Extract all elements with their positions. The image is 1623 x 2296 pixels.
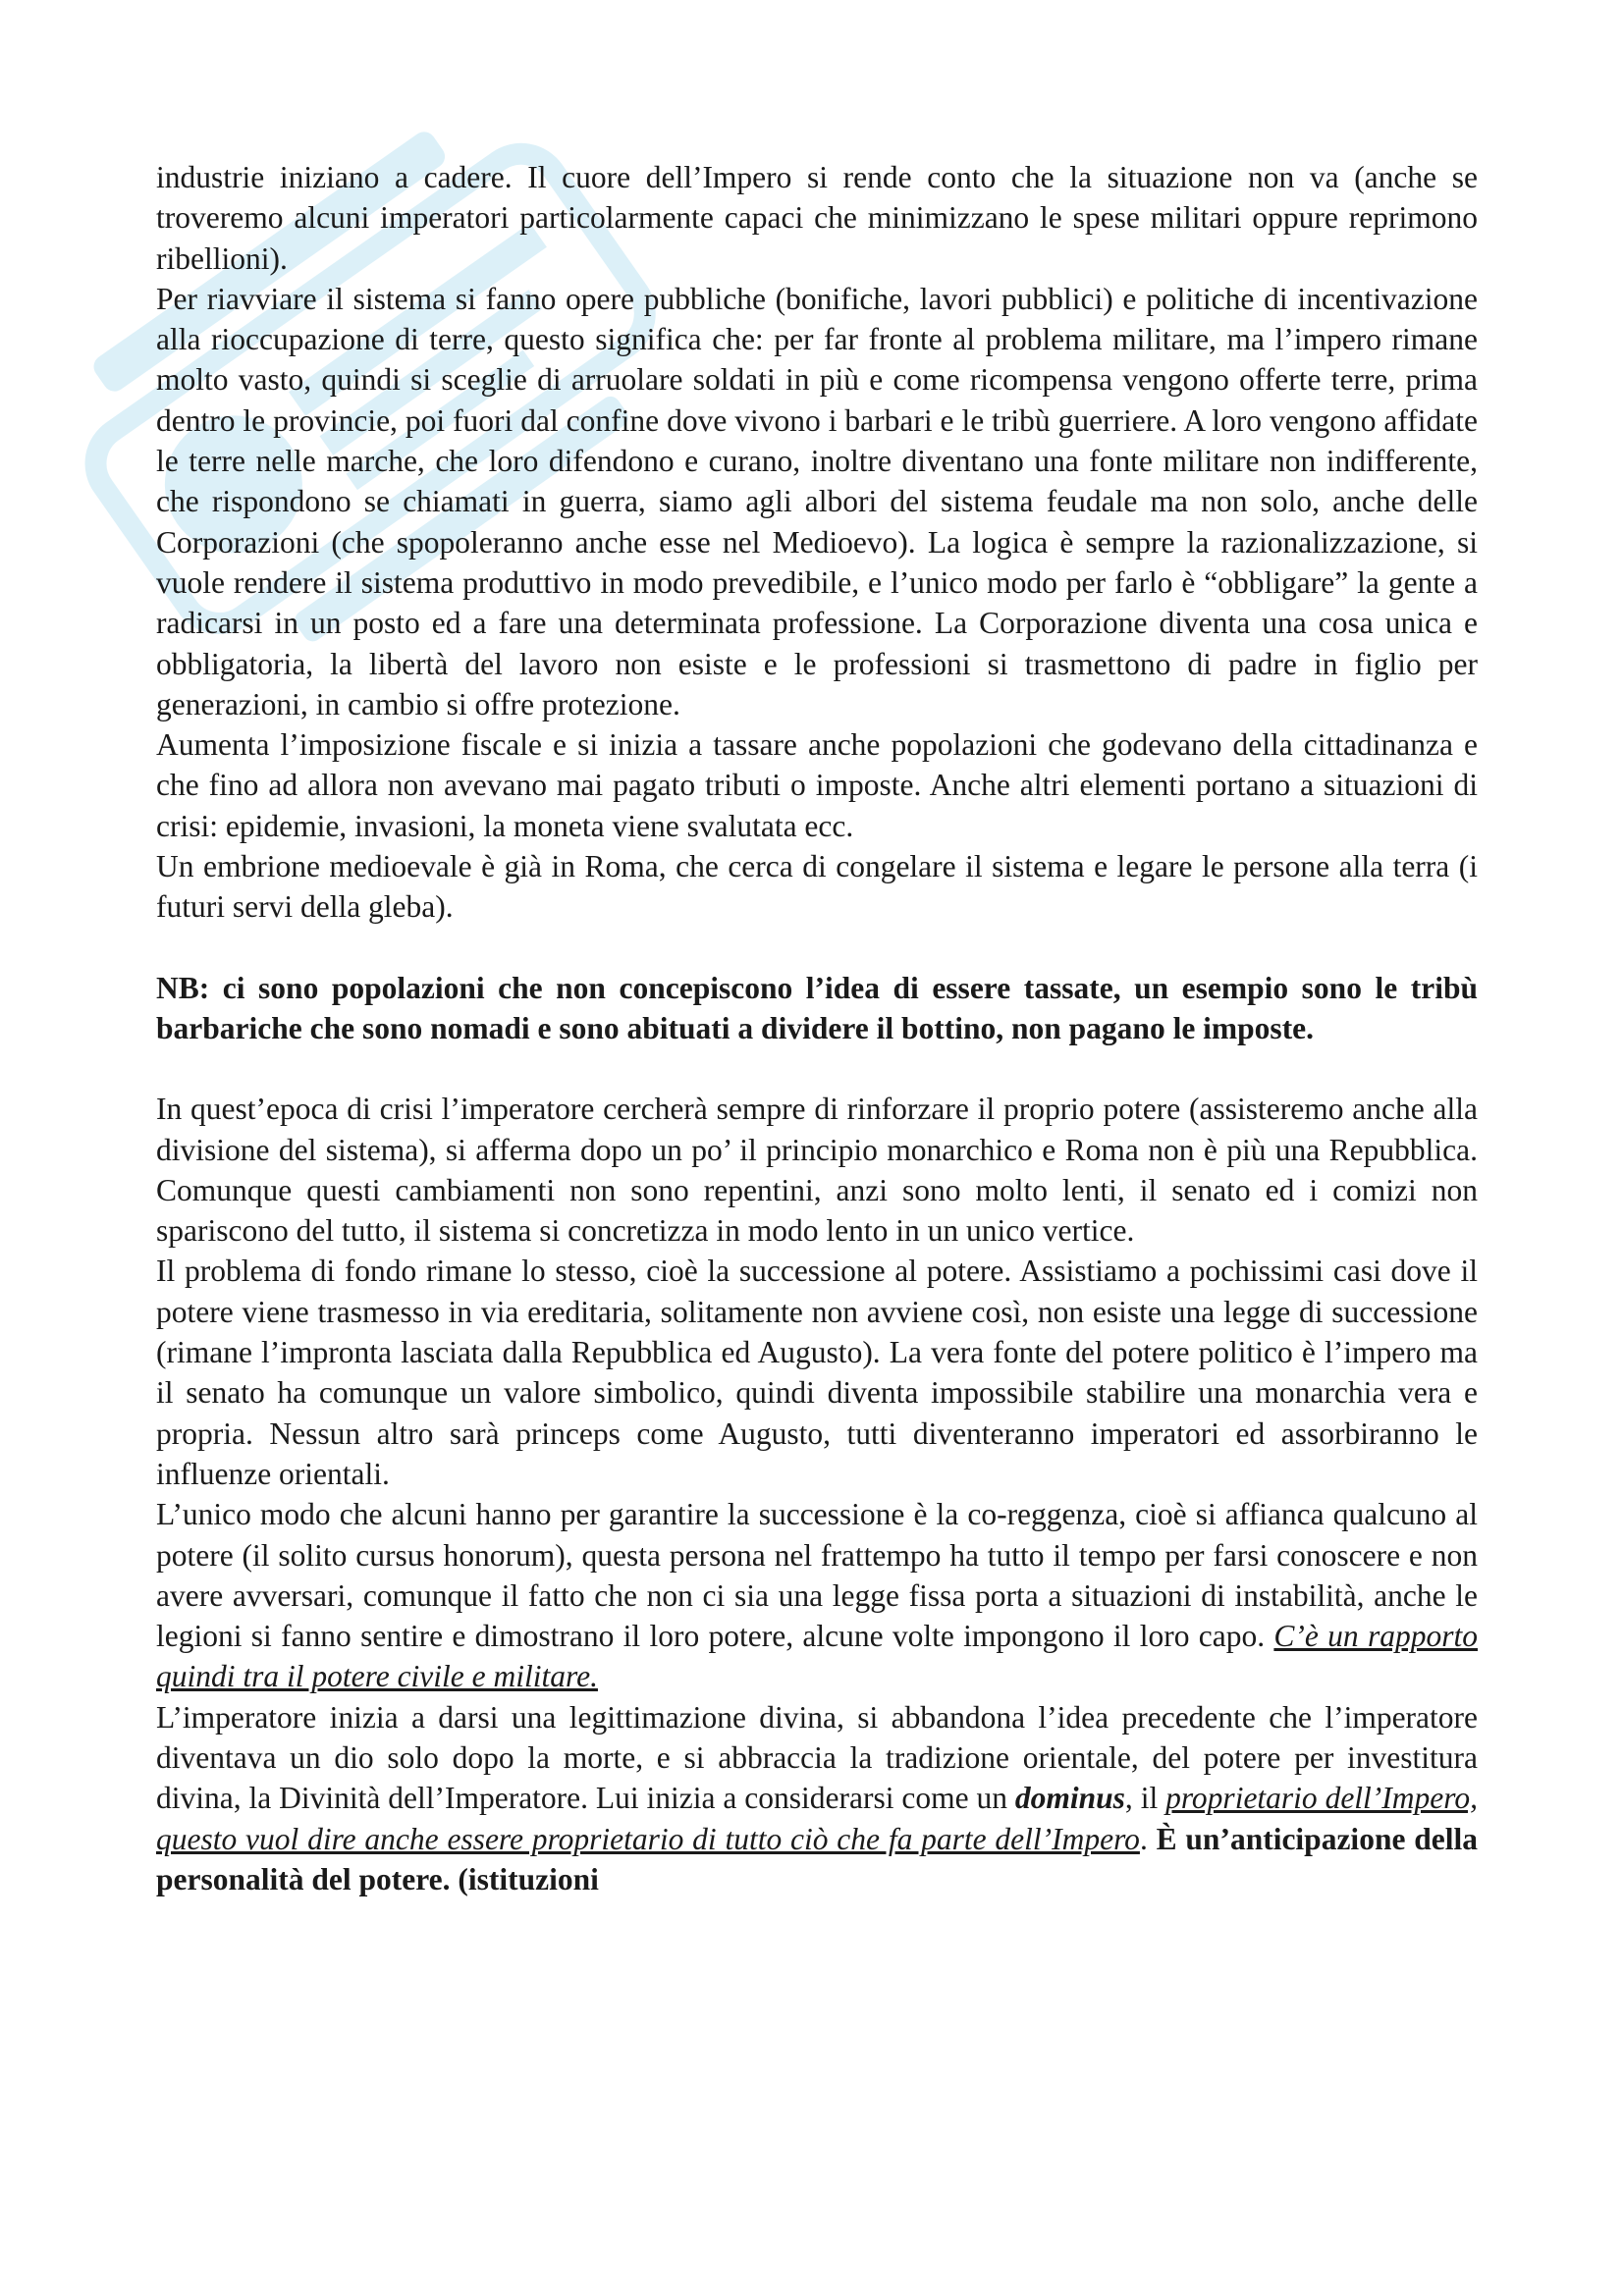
paragraph-1: industrie iniziano a cadere. Il cuore dell’Impero si rende conto che la situazione non va (anche se troveremo alcuni imperatori particolarmente capaci che minimizzano le spese militari oppure reprimono ribellioni). xyxy=(156,160,1478,276)
document-body xyxy=(156,157,1478,1899)
dominus-term: dominus xyxy=(1014,1781,1125,1816)
paragraph-2: Per riavviare il sistema si fanno opere pubbliche (bonifiche, lavori pubblici) e politiche di incentivazione alla rioccupazione di terre, questo significa che: per far fronte al problema militare, ma l’impero rimane molto vasto, quindi si sceglie di arruolare soldati in più e come ricompensa vengono offerte terre, prima dentro le provincie, poi fuori dal confine dove vivono i barbari e le tribù guerriere. A loro vengono affidate le terre nelle marche, che loro difendono e curano, inoltre diventano una fonte militare non indifferente, che rispondono se chiamati in guerra, siamo agli albori del sistema feudale ma non solo, anche delle Corporazioni (che spopoleranno anche esse nel Medioevo). La logica è sempre la razionalizzazione, si vuole rendere il sistema produttivo in modo prevedibile, e l’unico modo per farlo è “obbligare” la gente a radicarsi in un posto ed a fare una determinata professione. La Corporazione diventa una cosa unica e obbligatoria, la libertà del lavoro non esiste e le professioni si trasmettono di padre in figlio per generazioni, in cambio si offre protezione. xyxy=(156,281,1478,721)
paragraph-7-text: L’unico modo che alcuni hanno per garantire la successione è la co-reggenza, cioè si affianca qualcuno al potere (il solito cursus honorum), questa persona nel frattempo ha tutto il tempo per farsi conoscere e non avere avversari, comunque il fatto che non ci sia una legge fissa porta a situazioni di instabilità, anche le legioni si fanno sentire e dimostrano il loro potere, alcune volte impongono il loro capo. xyxy=(156,1497,1478,1654)
paragraph-8-emphasis: proprietario dell’Impero, questo vuol dire anche essere proprietario di tutto ciò che fa parte dell’Impero xyxy=(156,1781,1478,1856)
paragraph-8-text-b: , il xyxy=(1124,1781,1166,1816)
paragraph-8 xyxy=(156,1697,1478,1899)
paragraph-8-bold: È un’anticipazione della personalità del potere. (istituzioni xyxy=(156,1821,1478,1896)
paragraph-8-text-c: . xyxy=(1139,1821,1157,1856)
paragraph-4: Un embrione medioevale è già in Roma, che cerca di congelare il sistema e legare le persone alla terra (i futuri servi della gleba). xyxy=(156,849,1478,925)
paragraph-7 xyxy=(156,1494,1478,1696)
paragraph-gap xyxy=(156,928,1478,968)
paragraph-6: Il problema di fondo rimane lo stesso, cioè la successione al potere. Assistiamo a pochissimi casi dove il potere viene trasmesso in via ereditaria, solitamente non avviene così, non esiste una legge di successione (rimane l’impronta lasciata dalla Repubblica ed Augusto). La vera fonte del potere politico è l’impero ma il senato ha comunque un valore simbolico, quindi diventa impossibile stabilire una monarchia vera e propria. Nessun altro sarà princeps come Augusto, tutti diventeranno imperatori ed assorbiranno le influenze orientali. xyxy=(156,1254,1478,1491)
paragraph-3: Aumenta l’imposizione fiscale e si inizia a tassare anche popolazioni che godevano della cittadinanza e che fino ad allora non avevano mai pagato tributi o imposte. Anche altri elementi portano a situazioni di crisi: epidemie, invasioni, la moneta viene svalutata ecc. xyxy=(156,727,1478,843)
paragraph-5: In quest’epoca di crisi l’imperatore cercherà sempre di rinforzare il proprio potere (assisteremo anche alla divisione del sistema), si afferma dopo un po’ il principio monarchico e Roma non è più una Repubblica. Comunque questi cambiamenti non sono repentini, anzi sono molto lenti, il senato ed i comizi non spariscono del tutto, il sistema si concretizza in modo lento in un unico vertice. xyxy=(156,1092,1478,1249)
paragraph-7-emphasis: C’è un rapporto quindi tra il potere civile e militare. xyxy=(156,1619,1478,1694)
paragraph-gap xyxy=(156,1048,1478,1089)
nb-note: NB: ci sono popolazioni che non concepiscono l’idea di essere tassate, un esempio sono le tribù barbariche che sono nomadi e sono abituati a dividere il bottino, non pagano le imposte. xyxy=(156,970,1478,1045)
paragraph-8-text-a: L’imperatore inizia a darsi una legittimazione divina, si abbandona l’idea precedente che l’imperatore diventava un dio solo dopo la morte, e si abbraccia la tradizione orientale, del potere per investitura divina, la Divinità dell’Imperatore. Lui inizia a considerarsi come un xyxy=(156,1699,1478,1816)
